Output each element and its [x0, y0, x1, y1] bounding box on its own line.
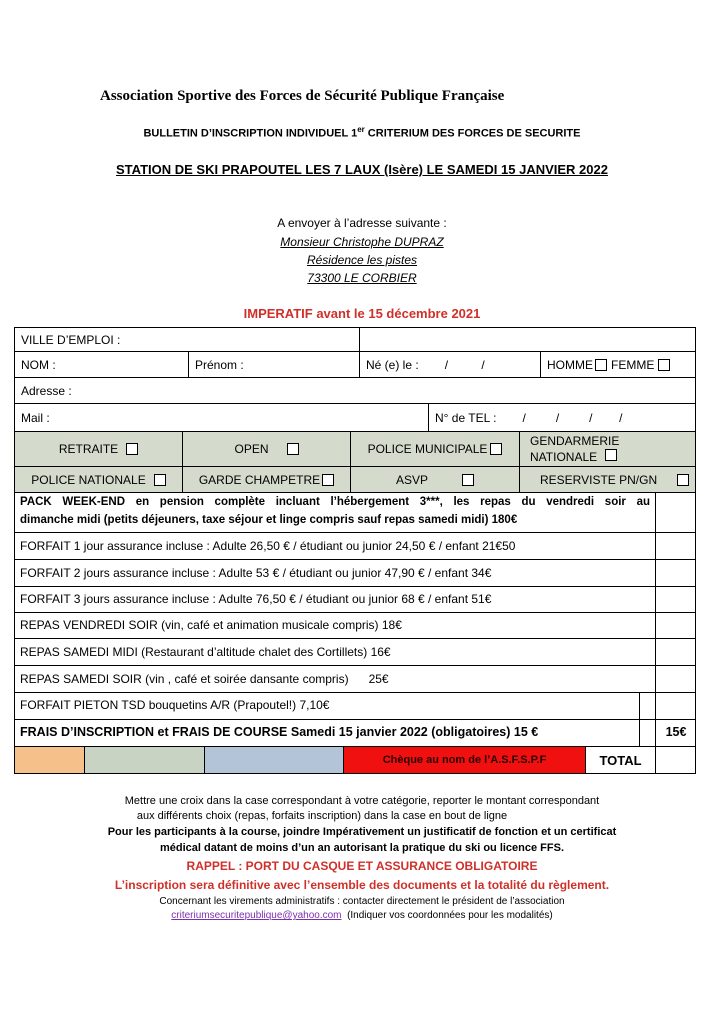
birthdate-field[interactable]: Né (e) le : / / [359, 351, 541, 378]
forfait-pieton: FORFAIT PIETON TSD bouquetins A/R (Prapoutel!) 7,10€ [20, 698, 330, 712]
cat-police-nationale: POLICE NATIONALE [14, 466, 183, 493]
pack-line-2: dimanche midi (petits déjeuners, taxe séjour et linge compris sauf repas samedi midi) 180€ [20, 514, 518, 526]
retraite-checkbox[interactable] [126, 443, 138, 455]
ville-extra[interactable] [359, 327, 696, 352]
footer-line-1: Mettre une croix dans la case correspondant à votre catégorie, reporter le montant correspondant [124, 795, 600, 807]
police-nationale-checkbox[interactable] [154, 474, 166, 486]
cat-open: OPEN [182, 431, 351, 467]
frais-inscription: FRAIS D’INSCRIPTION et FRAIS DE COURSE Samedi 15 janvier 2022 (obligatoires) 15 € [20, 725, 539, 739]
row-divider [14, 638, 696, 639]
footer-rappel: RAPPEL : PORT DU CASQUE ET ASSURANCE OBLIGATOIRE [186, 859, 538, 873]
row-divider [14, 532, 696, 533]
bulletin-title: BULLETIN D’INSCRIPTION INDIVIDUEL 1er CRITERIUM DES FORCES DE SECURITE [143, 125, 581, 140]
repas-vendredi-soir: REPAS VENDREDI SOIR (vin, café et animation musicale compris) 18€ [20, 618, 402, 632]
amount-divider-a [639, 719, 640, 746]
pieton-divider [639, 692, 640, 719]
forfait-2-jours: FORFAIT 2 jours assurance incluse : Adulte 53 € / étudiant ou junior 47,90 € / enfant 34€ [20, 566, 492, 580]
footer-line-7: Concernant les virements administratifs : contacter directement le président de l’association [159, 896, 565, 907]
repas-samedi-midi: REPAS SAMEDI MIDI (Restaurant d’altitude chalet des Cortillets) 16€ [20, 645, 391, 659]
row-divider [14, 559, 696, 560]
total-label: TOTAL [585, 746, 656, 774]
row-divider [14, 692, 696, 693]
forfait-3-jours: FORFAIT 3 jours assurance incluse : Adulte 76,50 € / étudiant ou junior 68 € / enfant 51€ [20, 592, 492, 606]
garde-champetre-checkbox[interactable] [322, 474, 334, 486]
femme-checkbox[interactable] [658, 359, 670, 371]
amount-column-divider [655, 492, 656, 719]
row-divider [14, 612, 696, 613]
association-title: Association Sportive des Forces de Sécurité Publique Française [100, 88, 505, 104]
homme-checkbox[interactable] [595, 359, 607, 371]
deadline: IMPERATIF avant le 15 décembre 2021 [243, 306, 481, 321]
cat-asvp: ASVP [350, 466, 520, 493]
address-intro: A envoyer à l’adresse suivante : [277, 216, 447, 230]
nom-field[interactable]: NOM : [14, 351, 189, 378]
gendarmerie-checkbox[interactable] [605, 449, 617, 461]
orange-cell [14, 746, 85, 774]
open-checkbox[interactable] [287, 443, 299, 455]
row-divider [14, 586, 696, 587]
footer-inscription: L’inscription sera définitive avec l’ensemble des documents et la totalité du règlement. [114, 878, 610, 892]
police-municipale-checkbox[interactable] [490, 443, 502, 455]
tel-field[interactable]: N° de TEL : / / / / [428, 403, 696, 432]
address-line1: Résidence les pistes [306, 253, 418, 267]
cat-police-municipale: POLICE MUNICIPALE [350, 431, 520, 467]
address-name: Monsieur Christophe DUPRAZ [280, 235, 444, 249]
row-divider [14, 719, 696, 720]
cat-gendarmerie: GENDARMERIE NATIONALE [519, 431, 696, 467]
cat-garde-champetre: GARDE CHAMPETRE [182, 466, 351, 493]
footer-line-4: médical datant de moins d’un an autorisant la pratique du ski ou licence FFS. [159, 842, 565, 854]
pack-line-1: PACK WEEK-END en pension complète incluant l’hébergement 3***, les repas du vendredi soir au [20, 496, 650, 508]
footer-contact: criteriumsecuritepublique@yahoo.com (Indiquer vos coordonnées pour les modalités) [171, 910, 553, 921]
cat-reserviste: RESERVISTE PN/GN [519, 466, 696, 493]
gender-field: HOMME FEMME [540, 351, 696, 378]
repas-samedi-soir: REPAS SAMEDI SOIR (vin , café et soirée dansante compris) 25€ [20, 672, 389, 686]
cheque-cell: Chèque au nom de l’A.S.F.S.P.F [343, 746, 586, 774]
ville-field[interactable]: VILLE D’EMPLOI : [14, 327, 360, 352]
row-divider [14, 665, 696, 666]
footer-line-3: Pour les participants à la course, joindre Impérativement un justificatif de fonction et un certificat [107, 826, 617, 838]
adresse-field[interactable]: Adresse : [14, 377, 696, 404]
address-line2: 73300 LE CORBIER [307, 271, 417, 285]
footer-line-2: aux différents choix (repas, forfaits inscription) dans la case en bout de ligne [136, 810, 508, 822]
grey-cell [84, 746, 205, 774]
asvp-checkbox[interactable] [462, 474, 474, 486]
forfait-1-jour: FORFAIT 1 jour assurance incluse : Adulte 26,50 € / étudiant ou junior 24,50 € / enfant 21€50 [20, 539, 516, 553]
blue-cell [204, 746, 344, 774]
total-value[interactable] [655, 746, 696, 774]
station-title: STATION DE SKI PRAPOUTEL LES 7 LAUX (Isère) LE SAMEDI 15 JANVIER 2022 [116, 162, 608, 177]
mail-field[interactable]: Mail : [14, 403, 429, 432]
reserviste-checkbox[interactable] [677, 474, 689, 486]
frais-total: 15€ [665, 725, 687, 739]
cat-retraite: RETRAITE [14, 431, 183, 467]
prenom-field[interactable]: Prénom : [188, 351, 360, 378]
email-link[interactable]: criteriumsecuritepublique@yahoo.com [171, 910, 342, 921]
